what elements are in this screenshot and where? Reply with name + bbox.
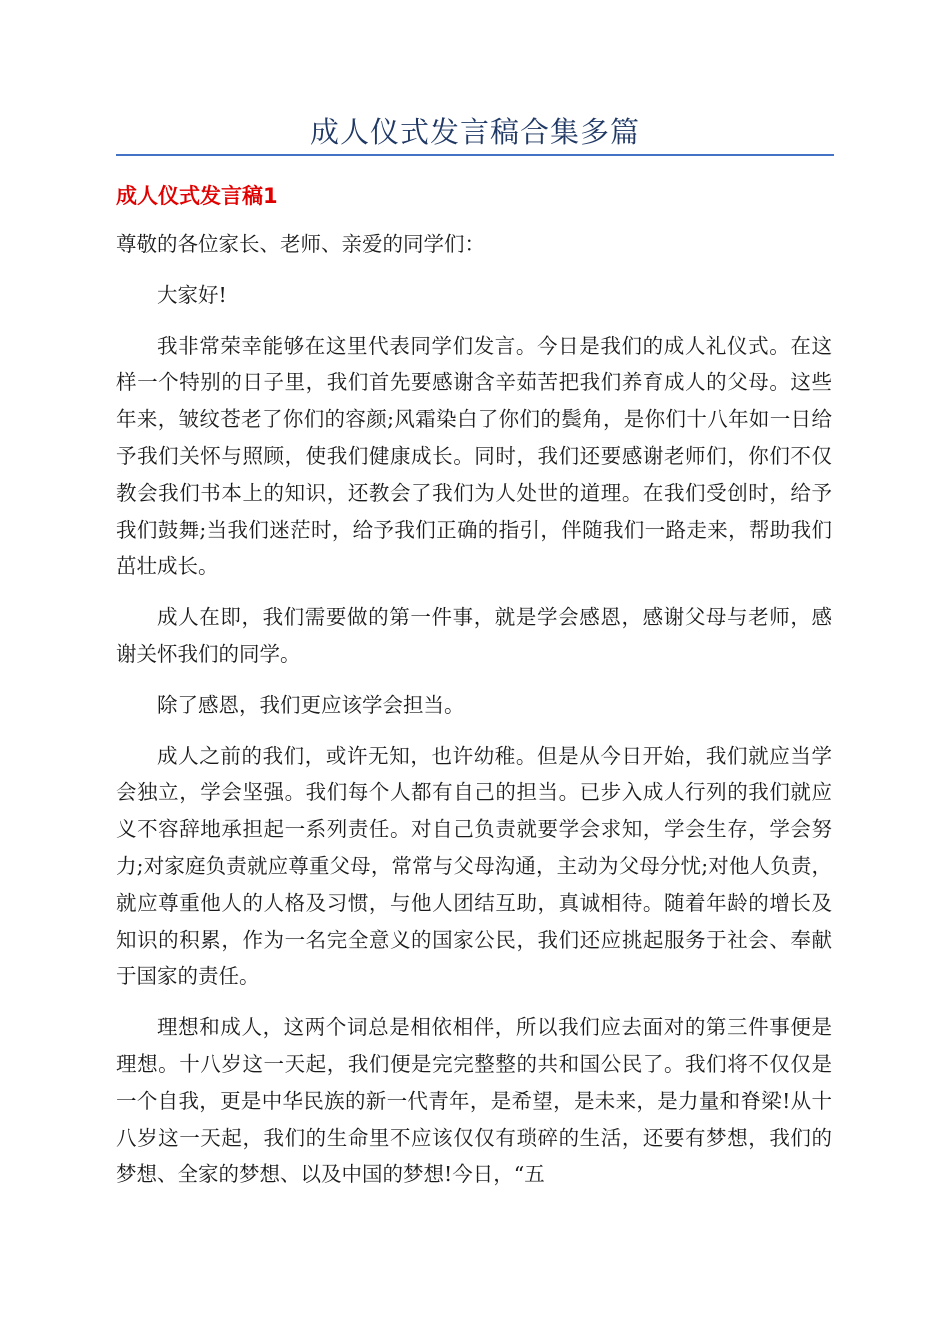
paragraph-responsibility-intro: 除了感恩，我们更应该学会担当。 [157,692,465,717]
title-underline [116,154,834,156]
body-text [116,226,832,1207]
paragraph-greeting: 大家好! [157,282,227,307]
salutation: 尊敬的各位家长、老师、亲爱的同学们： [116,232,485,256]
paragraph-gratitude: 我非常荣幸能够在这里代表同学们发言。今日是我们的成人礼仪式。在这样一个特别的日子里，我们首先要感谢含辛茹苦把我们养育成人的父母。这些年来，皱纹苍老了你们的容颜;风霜染白了你们的鬓角，是你们十八年如一日给予我们关怀与照顾，使我们健康成长。同时，我们还要感谢老师们，你们不仅教会我们书本上的知识，还教会了我们为人处世的道理。在我们受创时，给予我们鼓舞;当我们迷茫时，给予我们正确的指引，伴随我们一路走来，帮助我们茁壮成长。 [116,333,832,579]
document-title: 成人仪式发言稿合集多篇 [309,115,640,149]
section-heading: 成人仪式发言稿1 [116,184,278,208]
paragraph-thanks: 成人在即，我们需要做的第一件事，就是学会感恩，感谢父母与老师，感谢关怀我们的同学。 [116,605,832,666]
paragraph-ideals: 理想和成人，这两个词总是相依相伴，所以我们应去面对的第三件事便是理想。十八岁这一天起，我们便是完完整整的共和国公民了。我们将不仅仅是一个自我，更是中华民族的新一代青年，是希望，是未来，是力量和脊梁!从十八岁这一天起，我们的生命里不应该仅仅有琐碎的生活，还要有梦想，我们的梦想、全家的梦想、以及中国的梦想!今日，“五 [116,1015,832,1187]
paragraph-responsibility: 成人之前的我们，或许无知，也许幼稚。但是从今日开始，我们就应当学会独立，学会坚强。我们每个人都有自己的担当。已步入成人行列的我们就应义不容辞地承担起一系列责任。对自己负责就要学会求知，学会生存，学会努力;对家庭负责就应尊重父母，常常与父母沟通，主动为父母分忧;对他人负责，就应尊重他人的人格及习惯，与他人团结互助，真诚相待。随着年龄的增长及知识的积累，作为一名完全意义的国家公民，我们还应挑起服务于社会、奉献于国家的责任。 [116,743,832,989]
